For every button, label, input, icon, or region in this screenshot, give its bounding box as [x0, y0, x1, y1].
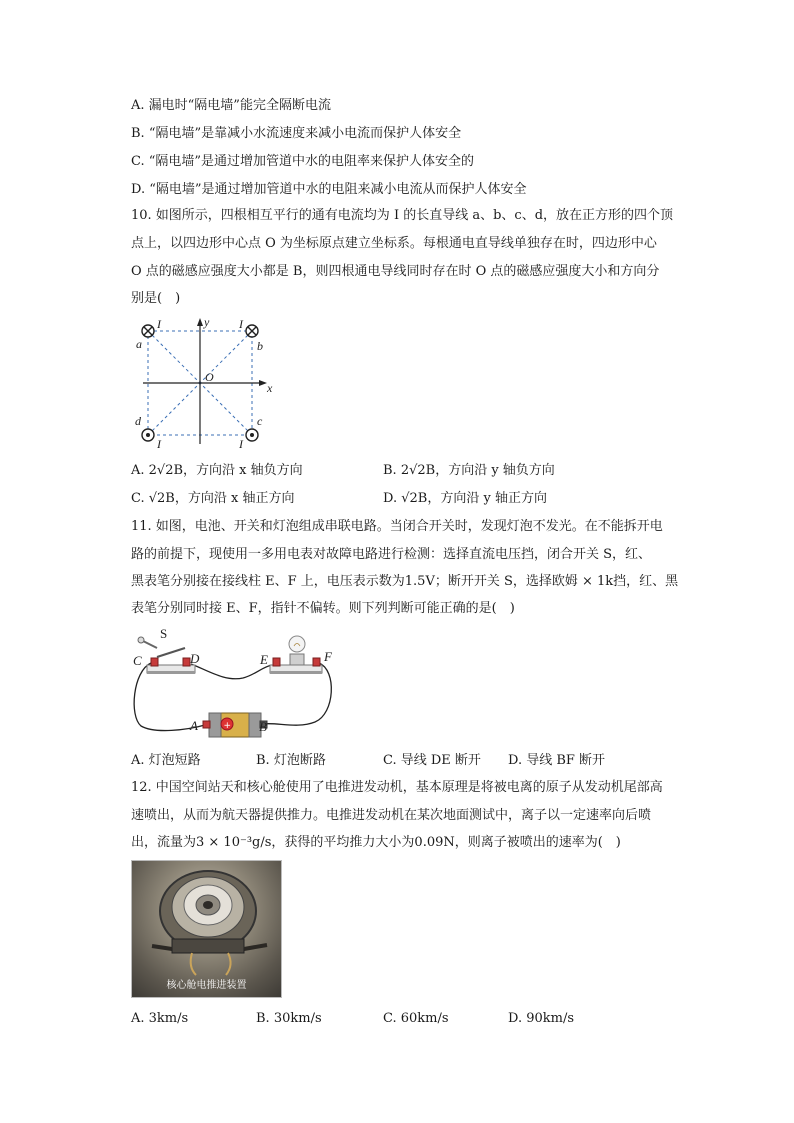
label-c: c: [257, 414, 263, 428]
q10-stem-line-3: O 点的磁感应强度大小都是 B，则四根通电导线同时存在时 O 点的磁感应强度大小和方向分: [131, 264, 660, 279]
label-A: A: [190, 718, 198, 733]
label-x: x: [267, 381, 273, 395]
label-E: E: [260, 652, 268, 667]
q9-option-d: D. “隔电墙”是通过增加管道中水的电阻来减小电流从而保护人体安全: [131, 182, 527, 197]
wire-a-into-page-icon: [142, 325, 154, 337]
label-F: F: [324, 649, 332, 664]
thruster-device-icon: [132, 861, 281, 981]
q12-stem-line-3: 出，流量为3 × 10⁻³g/s，获得的平均推力大小为0.09N，则离子被喷出的速率为( ): [131, 835, 621, 850]
q12-option-b: B. 30km/s: [256, 1011, 322, 1026]
x-axis-arrow: [259, 380, 267, 386]
q11-option-d: D. 导线 BF 断开: [508, 753, 606, 768]
label-I-d: I: [157, 437, 161, 451]
q10-stem-line-2: 点上，以四边形中心点 O 为坐标原点建立坐标系。每根通电直导线单独存在时，四边形中心: [131, 236, 657, 251]
label-a: a: [136, 337, 142, 351]
label-O: O: [205, 370, 214, 384]
q11-option-a: A. 灯泡短路: [131, 753, 201, 768]
svg-text:+: +: [223, 721, 232, 731]
wire-c-out-of-page-icon: [246, 429, 258, 441]
q10-option-c: C. √2B，方向沿 x 轴正方向: [131, 491, 295, 506]
wire-d-out-of-page-icon: [142, 429, 154, 441]
q12-stem-line-1: 12. 中国空间站天和核心舱使用了电推进发动机，基本原理是将被电离的原子从发动机尾部高: [131, 780, 663, 795]
battery-icon: [203, 713, 267, 737]
q10-option-b: B. 2√2B，方向沿 y 轴负方向: [383, 463, 555, 478]
q10-stem-line-4: 别是( ): [131, 291, 181, 306]
label-C: C: [133, 653, 142, 668]
label-d: d: [135, 414, 141, 428]
thruster-photo: [131, 860, 282, 998]
label-I-c: I: [239, 437, 243, 451]
label-I-b: I: [239, 317, 243, 331]
q9-option-b: B. “隔电墙”是靠减小水流速度来减小电流而保护人体安全: [131, 126, 462, 141]
bulb-icon: [270, 636, 322, 674]
label-B: B: [259, 719, 267, 734]
label-I-a: I: [157, 317, 161, 331]
switch-icon: [138, 637, 195, 674]
q12-option-c: C. 60km/s: [383, 1011, 449, 1026]
q11-option-b: B. 灯泡断路: [256, 753, 326, 768]
q10-option-a: A. 2√2B，方向沿 x 轴负方向: [131, 463, 303, 478]
q9-option-c: C. “隔电墙”是通过增加管道中水的电阻率来保护人体安全的: [131, 154, 475, 169]
wire-b-into-page-icon: [246, 325, 258, 337]
photo-caption: 核心舱电推进装置: [166, 980, 247, 991]
q12-stem-line-2: 速喷出，从而为航天器提供推力。电推进发动机在某次地面测试中，离子以一定速率向后喷: [131, 808, 652, 823]
q10-option-d: D. √2B，方向沿 y 轴正方向: [383, 491, 547, 506]
q10-square-figure: [131, 312, 281, 452]
q10-stem-line-1: 10. 如图所示，四根相互平行的通有电流均为 I 的长直导线 a、b、c、d，放在正方形的四个顶: [131, 208, 674, 223]
q11-stem-line-2: 路的前提下，现使用一多用电表对故障电路进行检测：选择直流电压挡，闭合开关 S，红、: [131, 547, 652, 562]
label-S: S: [160, 626, 168, 641]
label-b: b: [257, 339, 263, 353]
q11-stem-line-1: 11. 如图，电池、开关和灯泡组成串联电路。当闭合开关时，发现灯泡不发光。在不能拆开电: [131, 519, 663, 534]
q11-circuit-figure: [127, 626, 342, 744]
q12-option-d: D. 90km/s: [508, 1011, 575, 1026]
q12-option-a: A. 3km/s: [131, 1011, 189, 1026]
label-y: y: [204, 315, 210, 329]
q9-option-a: A. 漏电时“隔电墙”能完全隔断电流: [131, 98, 331, 113]
q11-stem-line-3: 黑表笔分别接在接线柱 E、F 上，电压表示数为1.5V；断开开关 S，选择欧姆 × 1k挡，红、黑: [131, 574, 679, 589]
y-axis-arrow: [197, 318, 203, 326]
q11-option-c: C. 导线 DE 断开: [383, 753, 481, 768]
q11-stem-line-4: 表笔分别同时接 E、F，指针不偏转。则下列判断可能正确的是( ): [131, 601, 515, 616]
label-D: D: [190, 651, 200, 666]
